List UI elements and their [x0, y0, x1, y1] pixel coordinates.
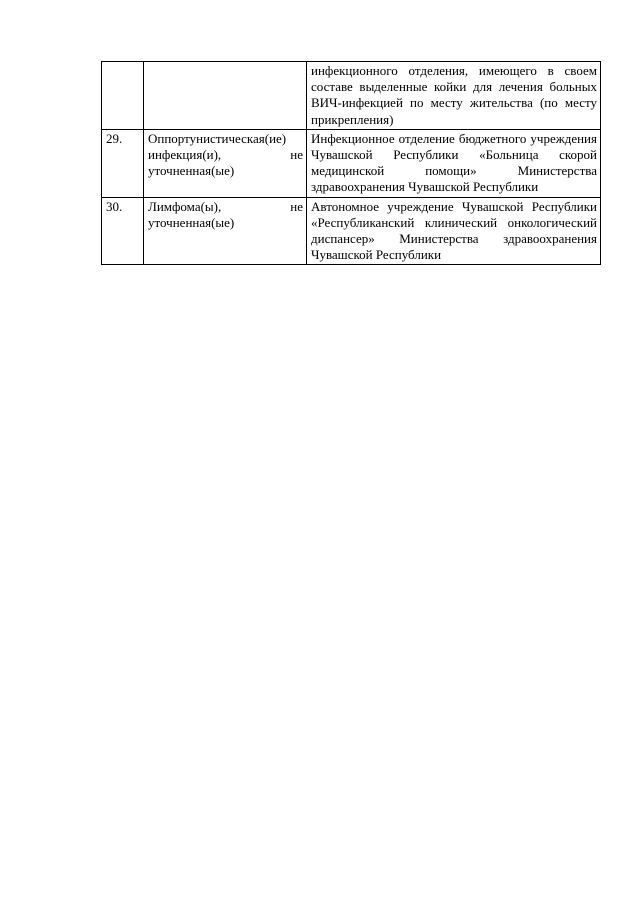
diagnosis-cell — [144, 62, 307, 130]
document-table — [101, 61, 601, 265]
table-row — [102, 62, 601, 130]
row-number-cell: 29. — [102, 129, 144, 197]
diagnosis-cell: Лимфома(ы), не уточненная(ые) — [144, 197, 307, 265]
table-row — [102, 197, 601, 265]
row-number-cell — [102, 62, 144, 130]
institution-cell: Автономное учреждение Чувашской Республики «Республиканский клинический онкологический диспансер» Министерства здравоохранения Чувашской Республики — [307, 197, 601, 265]
institution-cell: инфекционного отделения, имеющего в своем составе выделенные койки для лечения больных ВИЧ-инфекцией по месту жительства (по месту прикрепления) — [307, 62, 601, 130]
diagnosis-cell: Оппортунистическая(ие) инфекция(и), не уточненная(ые) — [144, 129, 307, 197]
table-row — [102, 129, 601, 197]
institution-cell: Инфекционное отделение бюджетного учреждения Чувашской Республики «Больница скорой медицинской помощи» Министерства здравоохранения Чувашской Республики — [307, 129, 601, 197]
row-number-cell: 30. — [102, 197, 144, 265]
